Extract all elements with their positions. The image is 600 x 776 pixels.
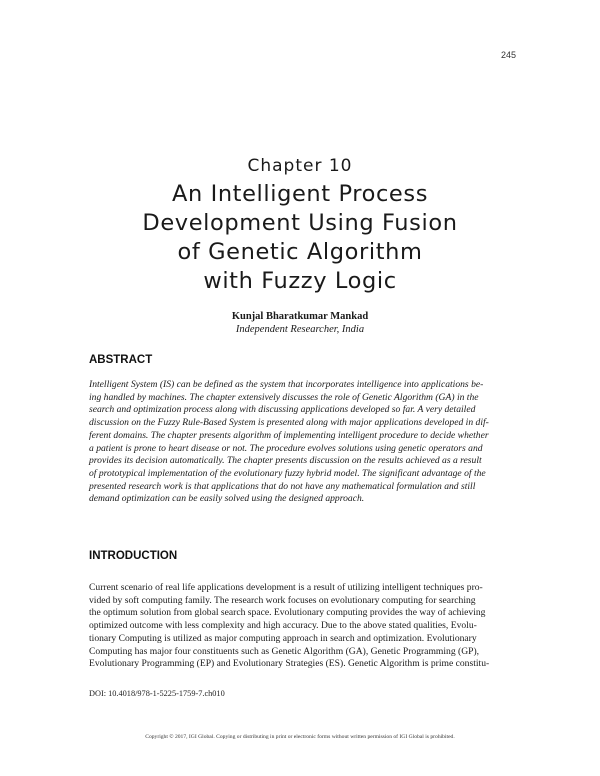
introduction-line: tionary Computing is utilized as major computing approach in search and optimization. Evolutionary: [89, 632, 477, 644]
author-affiliation: Independent Researcher, India: [235, 324, 365, 335]
abstract-line: discussion on the Fuzzy Rule-Based System is presented along with major applications developed in dif-: [89, 417, 489, 429]
chapter-label: Chapter 10: [247, 156, 353, 176]
abstract-line: presented research work is that applications that do not have any mathematical formulation and still: [89, 480, 476, 492]
title-line: of Genetic Algorithm: [177, 239, 423, 265]
copyright-notice: Copyright © 2017, IGI Global. Copying or distributing in print or electronic forms without written permission of IGI Global is prohibited.: [145, 734, 455, 740]
abstract-line: Intelligent System (IS) can be defined as the system that incorporates intelligence into applications be-: [89, 379, 484, 390]
abstract-heading: ABSTRACT: [89, 354, 153, 366]
introduction-line: vided by soft computing family. The research work focuses on evolutionary computing for searching: [89, 594, 476, 606]
abstract-line: provides its decision automatically. The chapter presents discussion on the results achieved as a result: [89, 455, 482, 467]
title-line: Development Using Fusion: [142, 210, 458, 236]
introduction-line: Computing has major four constituents such as Genetic Algorithm (GA), Genetic Programming (GP),: [89, 645, 480, 657]
introduction-line: optimized outcome with less complexity and high accuracy. Due to the above stated qualities, Evolu-: [89, 620, 477, 632]
introduction-line: the optimum solution from global search space. Evolutionary computing provides the way of achieving: [89, 607, 486, 619]
abstract-line: ferent domains. The chapter presents algorithm of implementing intelligent procedure to decide whether: [89, 429, 489, 441]
title-line: with Fuzzy Logic: [203, 268, 397, 294]
title-line: An Intelligent Process: [171, 181, 429, 207]
introduction-body: [89, 582, 509, 671]
introduction-line: Evolutionary Programming (EP) and Evolutionary Strategies (ES). Genetic Algorithm is prime constitu-: [89, 658, 490, 670]
author-name: Kunjal Bharatkumar Mankad: [231, 311, 369, 322]
abstract-line: ing handled by machines. The chapter extensively discusses the role of Genetic Algorithm (GA) in the: [89, 391, 479, 403]
chapter-title: [60, 180, 540, 296]
abstract-body: [89, 379, 509, 506]
abstract-line: demand optimization can be easily solved using the designed approach.: [89, 493, 365, 505]
abstract-line: of prototypical implementation of the evolutionary fuzzy hybrid model. The significant advantage of the: [89, 467, 486, 479]
abstract-line: search and optimization process along with discussing applications developed so far. A very detailed: [89, 404, 476, 416]
doi: DOI: 10.4018/978-1-5225-1759-7.ch010: [89, 689, 225, 698]
abstract-line: a patient is prone to heart disease or not. The procedure evolves solutions using genetic operators and: [89, 442, 483, 454]
introduction-line: Current scenario of real life applications development is a result of utilizing intelligent techniques pro-: [89, 582, 483, 593]
introduction-heading: INTRODUCTION: [89, 550, 178, 562]
page-number: 245: [500, 50, 516, 60]
